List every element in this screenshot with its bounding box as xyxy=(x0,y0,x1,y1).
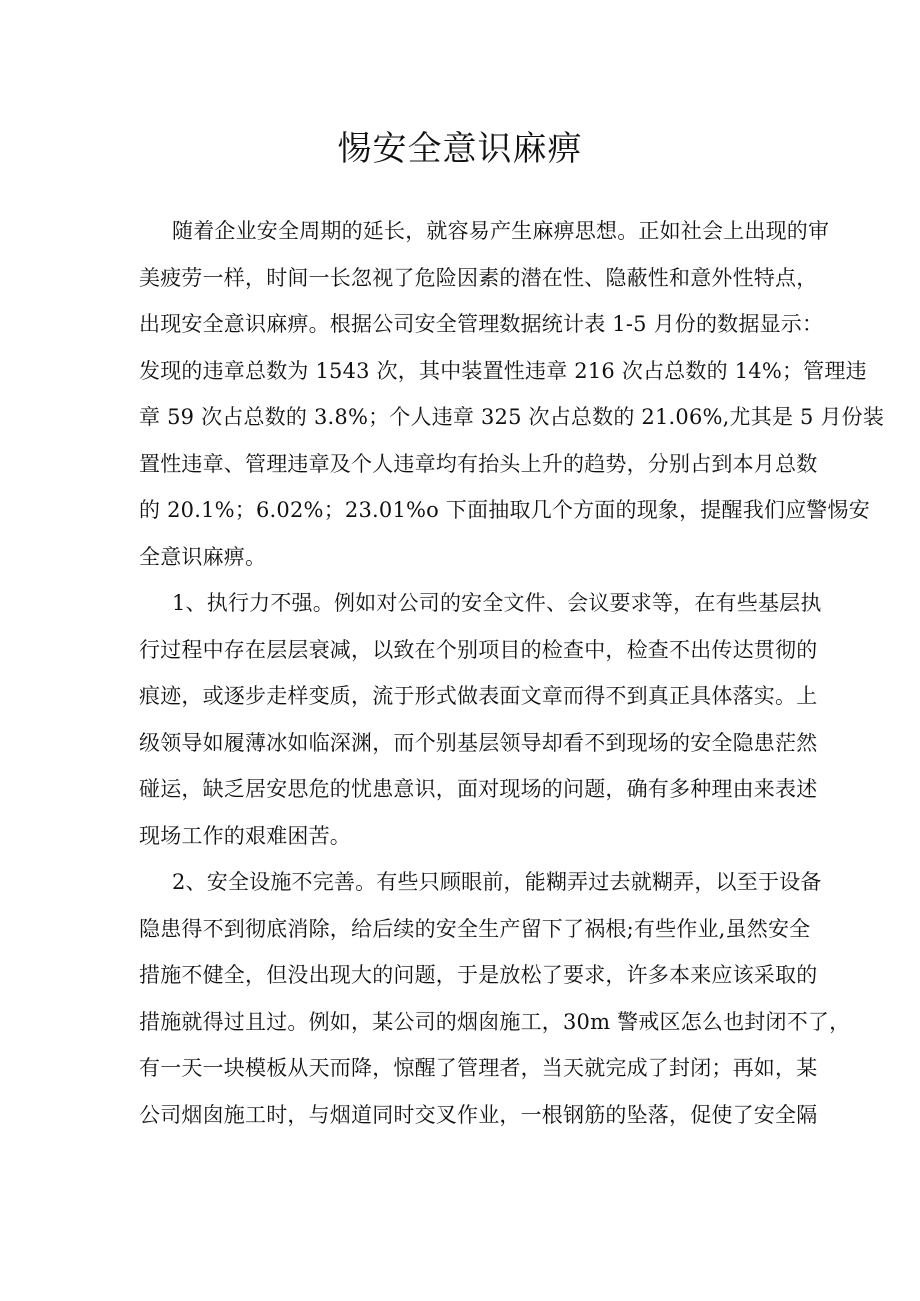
paragraph-line: 置性违章、管理违章及个人违章均有抬头上升的趋势，分别占到本月总数 xyxy=(139,451,818,476)
paragraph-1 xyxy=(139,208,885,580)
paragraph-line: 措施就得过且过。例如，某公司的烟囱施工，30m 警戒区怎么也封闭不了， xyxy=(139,1009,851,1034)
paragraph-line: 现场工作的艰难困苦。 xyxy=(139,823,351,848)
paragraph-line: 美疲劳一样，时间一长忽视了危险因素的潜在性、隐蔽性和意外性特点， xyxy=(139,265,818,290)
paragraph-line: 级领导如履薄冰如临深渊，而个别基层领导却看不到现场的安全隐患茫然 xyxy=(139,730,818,755)
paragraph-line: 的 20.1%；6.02%；23.01%o 下面抽取几个方面的现象，提醒我们应警惕安 xyxy=(139,498,870,522)
paragraph-line: 章 59 次占总数的 3.8%；个人违章 325 次占总数的 21.06%,尤其是 5 月份装 xyxy=(139,405,885,429)
paragraph-line: 碰运，缺乏居安思危的忧患意识，面对现场的问题，确有多种理由来表述 xyxy=(139,777,818,801)
document-title: 惕安全意识麻痹 xyxy=(337,129,583,169)
paragraph-line: 公司烟囱施工时，与烟道同时交叉作业，一根钢筋的坠落，促使了安全隔 xyxy=(139,1102,818,1127)
paragraph-line: 措施不健全，但没出现大的问题，于是放松了要求，许多本来应该采取的 xyxy=(139,963,818,987)
paragraph-line: 发现的违章总数为 1543 次，其中装置性违章 216 次占总数的 14%；管理违 xyxy=(139,358,867,383)
paragraph-line: 2、安全设施不完善。有些只顾眼前，能糊弄过去就糊弄，以至于设备 xyxy=(172,870,822,894)
paragraph-line: 出现安全意识麻痹。根据公司安全管理数据统计表 1-5 月份的数据显示： xyxy=(139,312,824,336)
paragraph-line: 行过程中存在层层衰减，以致在个别项目的检查中，检查不出传达贯彻的 xyxy=(139,637,818,662)
paragraph-3 xyxy=(139,859,851,1138)
paragraph-line: 1、执行力不强。例如对公司的安全文件、会议要求等，在有些基层执 xyxy=(172,591,822,615)
paragraph-line: 有一天一块模板从天而降，惊醒了管理者，当天就完成了封闭；再如，某 xyxy=(139,1056,818,1080)
paragraph-line: 痕迹，或逐步走样变质，流于形式做表面文章而得不到真正具体落实。上 xyxy=(139,684,818,708)
paragraph-2 xyxy=(139,580,822,859)
paragraph-line: 隐患得不到彻底消除，给后续的安全生产留下了祸根;有些作业,虽然安全 xyxy=(139,916,811,941)
document-body xyxy=(139,208,885,1138)
paragraph-line: 随着企业安全周期的延长，就容易产生麻痹思想。正如社会上出现的审 xyxy=(172,219,830,243)
paragraph-line: 全意识麻痹。 xyxy=(139,544,267,569)
